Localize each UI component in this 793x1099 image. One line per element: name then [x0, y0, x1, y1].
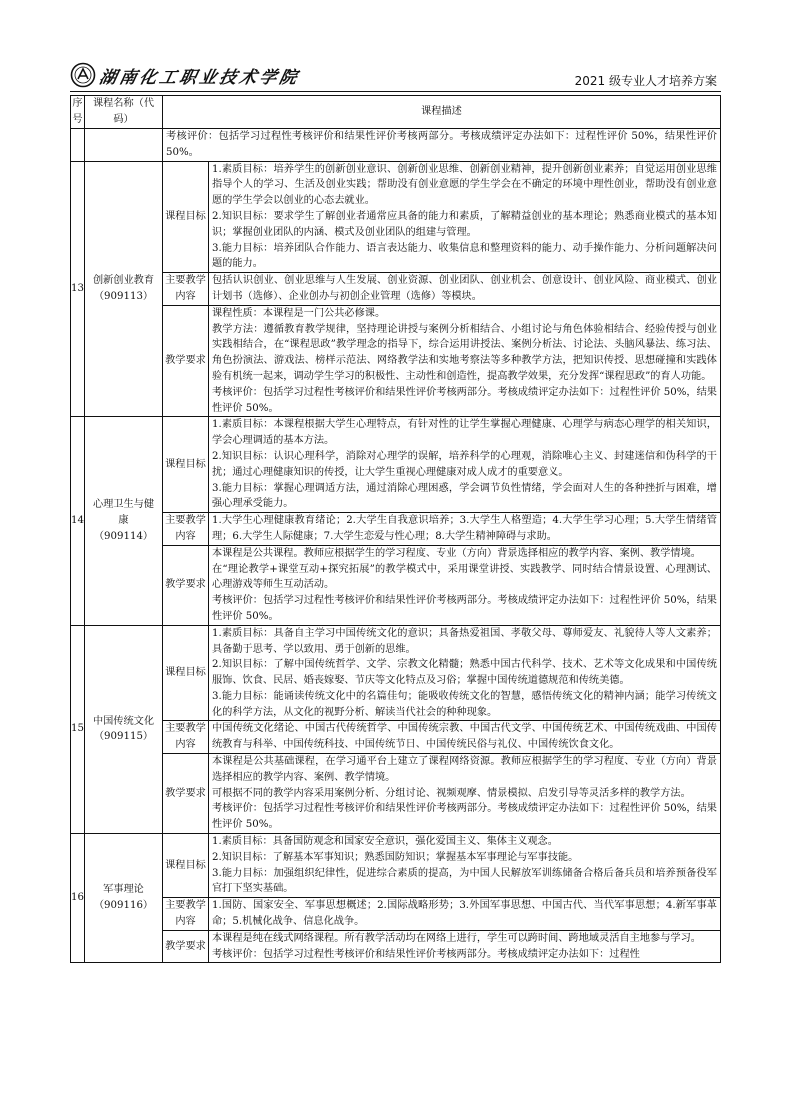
course-name-cell: [85, 161, 163, 417]
description-paragraph: 本课程是公共课程。教师应根据学生的学习程度、专业（方向）背景选择相应的教学内容、案例、教学情境。: [212, 547, 701, 559]
table-row: [71, 721, 721, 754]
school-name: 湖南化工职业技术学院: [97, 67, 302, 88]
section-label: 主要教学内容: [163, 273, 209, 306]
table-header-row: [71, 96, 721, 129]
description-paragraph: 本课程是纯在线式网络课程。所有教学活动均在网络上进行，学生可以跨时间、跨地域灵活自主地参与学习。: [212, 932, 701, 944]
description-paragraph: 1.素质目标：具备国防观念和国家安全意识，强化爱国主义、集体主义观念。: [212, 836, 558, 848]
table-row: [71, 161, 721, 273]
section-description: [209, 930, 721, 963]
course-name-cell: [85, 417, 163, 625]
section-description: [209, 721, 721, 754]
table-row: [71, 417, 721, 513]
section-label: 主要教学内容: [163, 898, 209, 931]
table-row: [71, 513, 721, 546]
page-header: [70, 62, 721, 92]
course-code: （909113）: [93, 290, 154, 302]
description-paragraph: 考核评价：包括学习过程性考核评价和结果性评价考核两部分。考核成绩评定办法如下：过程性评价 50%，结果性评价 50%。: [212, 803, 717, 831]
table-row: [71, 898, 721, 931]
description-paragraph: 2.知识目标：认识心理科学，消除对心理学的误解，培养科学的心理观，消除唯心主义、封建迷信和伪科学的干扰；通过心理健康知识的传授，让大学生重视心理健康对成人成才的重要意义。: [212, 450, 717, 478]
section-label: 主要教学内容: [163, 721, 209, 754]
description-paragraph: 可根据不同的教学内容采用案例分析、分组讨论、视频观摩、情景模拟、启发引导等灵活多样的教学方法。: [212, 787, 691, 799]
course-index: 13: [71, 161, 85, 417]
description-paragraph: 在“理论教学+课堂互动+探究拓展”的教学模式中，采用课堂讲授、实践教学、同时结合情景设置、心理测试、心理游戏等师生互动活动。: [212, 563, 717, 591]
description-paragraph: 2.知识目标：了解中国传统哲学、文学、宗教文化精髓；熟悉中国古代科学、技术、艺术等文化成果和中国传统服饰、饮食、民居、婚丧嫁娶、节庆等文化特点及习俗；掌握中国传统道德规范和传统美德。: [212, 659, 717, 687]
course-name-cell: [85, 834, 163, 963]
section-description: [209, 417, 721, 513]
course-code: （909116）: [93, 900, 154, 912]
carryover-text: 考核评价：包括学习过程性考核评价和结果性评价考核两部分。考核成绩评定办法如下：过程性评价 50%，结果性评价 50%。: [163, 129, 721, 162]
description-paragraph: 教学方法：遵循教育教学规律，坚持理论讲授与案例分析相结合、小组讨论与角色体验相结合、经验传授与创业实践相结合，在“课程思政”教学理念的指导下，综合运用讲授法、案例分析法、讨论法、头脑风暴法、练习法、角色扮演法、游戏法、榜样示范法、网络教学法和实地考察法等多种教学方法，把知识传授、思想碰撞和实践体验有机统一起来，调动学生学习的积极性、主动性和创造性，提高教学效果，充分发挥“课程思政”的育人功能。: [212, 323, 717, 382]
course-index: 15: [71, 625, 85, 833]
section-description: [209, 898, 721, 931]
description-paragraph: 考核评价：包括学习过程性考核评价和结果性评价考核两部分。考核成绩评定办法如下：过程性评价 50%，结果性评价 50%。: [212, 595, 717, 622]
section-description: [209, 834, 721, 898]
description-paragraph: 包括认识创业、创业思维与人生发展、创业资源、创业团队、创业机会、创意设计、创业风险、商业模式、创业计划书（选修）、企业创办与初创企业管理（选修）等模块。: [212, 275, 717, 302]
description-paragraph: 本课程是公共基础课程，在学习通平台上建立了课程网络资源。教师应根据学生的学习程度、专业（方向）背景选择相应的教学内容、案例、教学情境。: [212, 756, 717, 783]
course-code: （909114）: [93, 530, 154, 542]
description-paragraph: 1.国防、国家安全、军事思想概述；2.国际战略形势；3.外国军事思想、中国古代、当代军事思想；4.新军事革命；5.机械化战争、信息化战争。: [212, 900, 717, 928]
header-description: 课程描述: [163, 96, 721, 129]
description-paragraph: 3.能力目标：加强组织纪律性，促进综合素质的提高，为中国人民解放军训练储备合格后备兵员和培养预备役军官打下坚实基础。: [212, 867, 717, 895]
section-label: 教学要求: [163, 930, 209, 963]
description-paragraph: 3.能力目标：能诵读传统文化中的名篇佳句；能吸收传统文化的智慧，感悟传统文化的精神内涵；能学习传统文化的科学方法，从文化的视野分析、解读当代社会的种种现象。: [212, 690, 717, 718]
document-title: 2021 级专业人才培养方案: [574, 74, 717, 88]
course-table-body: [71, 129, 721, 963]
carryover-row: [71, 129, 721, 162]
school-logo: [70, 62, 300, 88]
description-paragraph: 1.素质目标：具备自主学习中国传统文化的意识；具备热爱祖国、孝敬父母、尊师爱友、礼貌待人等人文素养；具备勤于思考、学以致用、勇于创新的思维。: [212, 627, 717, 655]
school-seal-icon: [70, 62, 96, 88]
table-row: [71, 545, 721, 625]
section-description: [209, 513, 721, 546]
course-name: 心理卫生与健康: [92, 499, 155, 527]
description-paragraph: 2.知识目标：要求学生了解创业者通常应具备的能力和素质，了解精益创业的基本理论；熟悉商业模式的基本知识；掌握创业团队的内涵、模式及创业团队的组建与管理。: [212, 210, 717, 238]
course-name: 中国传统文化: [92, 715, 155, 727]
description-paragraph: 课程性质：本课程是一门公共必修课。: [212, 307, 386, 319]
course-name: 军事理论: [103, 884, 144, 896]
header-course-name: 课程名称（代码）: [85, 96, 163, 129]
section-label: 课程目标: [163, 625, 209, 721]
description-paragraph: 中国传统文化绪论、中国古代传统哲学、中国传统宗教、中国古代文学、中国传统艺术、中国传统戏曲、中国传统教育与科举、中国传统科技、中国传统节日、中国传统民俗与礼仪、中国传统饮食文化。: [212, 723, 717, 751]
section-description: [209, 273, 721, 306]
section-label: 教学要求: [163, 545, 209, 625]
table-row: [71, 273, 721, 306]
section-description: [209, 625, 721, 721]
course-index: 14: [71, 417, 85, 625]
course-name-cell: [85, 625, 163, 833]
description-paragraph: 3.能力目标：培养团队合作能力、语言表达能力、收集信息和整理资料的能力、动手操作能力、分析问题解决问题的能力。: [212, 242, 717, 270]
description-paragraph: 1.素质目标：培养学生的创新创业意识、创新创业思维、创新创业精神，提升创新创业素养；自觉运用创业思维指导个人的学习、生活及创业实践；帮助没有创业意愿的学生学会在不确定的环境中理性创业，帮助没有创业意愿的学生学会以创业的心态去就业。: [212, 163, 717, 207]
section-description: [209, 161, 721, 273]
description-paragraph: 1.素质目标：本课程根据大学生心理特点，有针对性的让学生掌握心理健康、心理学与病态心理学的相关知识，学会心理调适的基本方法。: [212, 419, 717, 447]
section-label: 课程目标: [163, 417, 209, 513]
table-row: [71, 305, 721, 417]
description-paragraph: 3.能力目标：掌握心理调适方法，通过消除心理困惑，学会调节负性情绪，学会面对人生的各种挫折与困难，增强心理承受能力。: [212, 482, 717, 510]
course-name: 创新创业教育: [92, 275, 155, 287]
section-description: [209, 545, 721, 625]
header-divider: [70, 91, 721, 92]
course-index: 16: [71, 834, 85, 963]
table-row: [71, 625, 721, 721]
description-paragraph: 考核评价：包括学习过程性考核评价和结果性评价考核两部分。考核成绩评定办法如下：过程性评价 50%，结果性评价 50%。: [212, 386, 717, 414]
table-row: [71, 930, 721, 963]
section-label: 课程目标: [163, 161, 209, 273]
section-label: 教学要求: [163, 305, 209, 417]
section-label: 教学要求: [163, 754, 209, 834]
header-index: 序号: [71, 96, 85, 129]
section-description: [209, 305, 721, 417]
section-label: 主要教学内容: [163, 513, 209, 546]
section-description: [209, 754, 721, 834]
description-paragraph: 考核评价：包括学习过程性考核评价和结果性评价考核两部分。考核成绩评定办法如下：过程性: [212, 948, 640, 960]
description-paragraph: 1.大学生心理健康教育绪论；2.大学生自我意识培养；3.大学生人格塑造；4.大学生学习心理；5.大学生情绪管理；6.大学生人际健康；7.大学生恋爱与性心理；8.大学生精神障碍与求助。: [212, 515, 717, 542]
course-code: （909115）: [93, 731, 154, 743]
table-row: [71, 834, 721, 898]
course-table: [70, 95, 721, 963]
description-paragraph: 2.知识目标：了解基本军事知识；熟悉国防知识；掌握基本军事理论与军事技能。: [212, 851, 579, 863]
table-row: [71, 754, 721, 834]
section-label: 课程目标: [163, 834, 209, 898]
